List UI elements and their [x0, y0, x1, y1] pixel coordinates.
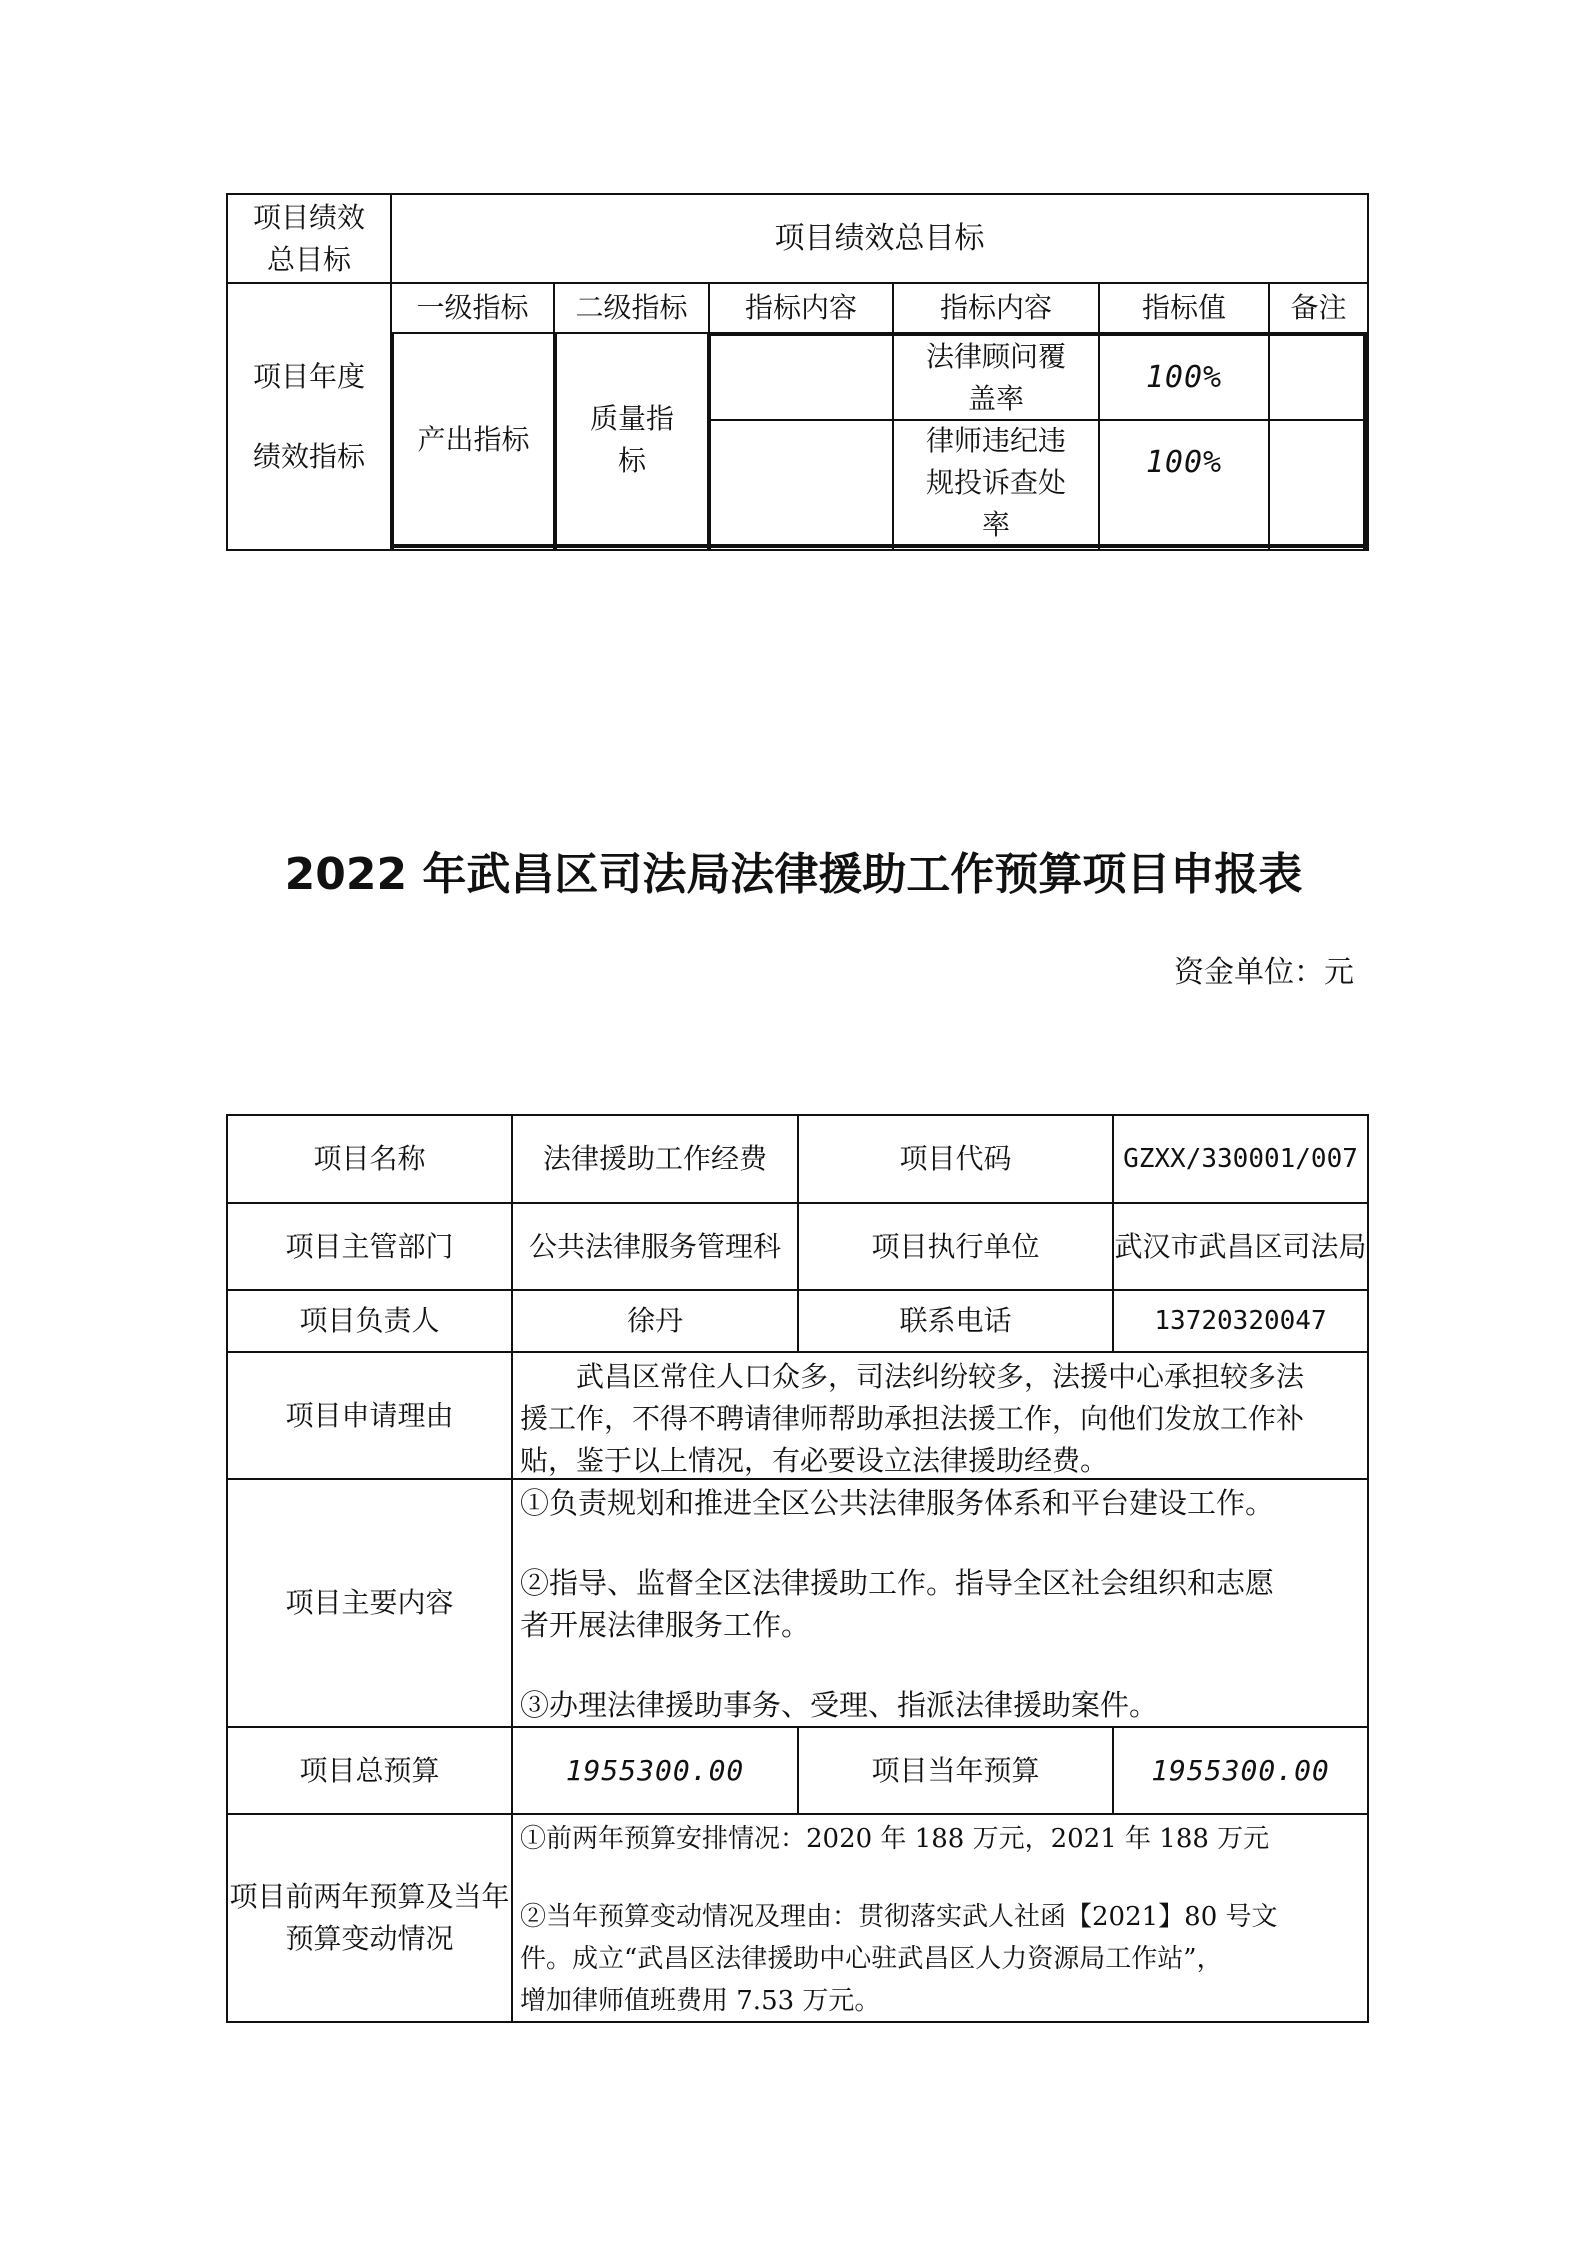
- reason-text: 武昌区常住人口众多，司法纠纷较多，法援中心承担较多法 援工作，不得不聘请律师帮助承担法援工作，向他们发放工作补 贴，鉴于以上情况，有必要设立法律援助经费。: [520, 1360, 1305, 1477]
- content-text: ①负责规划和推进全区公共法律服务体系和平台建设工作。 ②指导、监督全区法律援助工作。指导全区社会组织和志愿 者开展法律服务工作。 ③办理法律援助事务、受理、指派法律援助案件。: [520, 1486, 1275, 1722]
- goal-value: 项目绩效总目标: [774, 220, 985, 256]
- dept-value: 公共法律服务管理科: [528, 1229, 782, 1263]
- page-title: 2022 年武昌区司法局法律援助工作预算项目申报表: [284, 849, 1303, 900]
- indicator-coverage: 法律顾问覆 盖率: [925, 339, 1066, 415]
- level2-quality: 质量指 标: [589, 402, 674, 477]
- project-code: GZXX/330001/007: [1123, 1144, 1358, 1174]
- header-content-a: 指标内容: [744, 291, 857, 324]
- performance-table: [226, 193, 1369, 551]
- unit-label: 资金单位：元: [1174, 955, 1354, 990]
- header-value: 指标值: [1141, 291, 1226, 324]
- project-name: 法律援助工作经费: [542, 1142, 768, 1175]
- dept-label: 项目主管部门: [285, 1229, 454, 1263]
- change-label: 项目前两年预算及当年预算变动情况: [229, 1880, 510, 1955]
- level1-output: 产出指标: [417, 423, 530, 456]
- total-budget-value: 1955300.00: [565, 1753, 745, 1787]
- project-name-label: 项目名称: [313, 1142, 426, 1175]
- exec-value: 武汉市武昌区司法局: [1114, 1229, 1367, 1263]
- owner-value: 徐丹: [626, 1304, 683, 1337]
- content-label: 项目主要内容: [285, 1586, 454, 1619]
- header-level1: 一级指标: [416, 291, 529, 324]
- budget-form-table: [226, 1114, 1369, 2023]
- year-budget-value: 1955300.00: [1151, 1753, 1330, 1787]
- indicator-complaint: 律师违纪违 规投诉查处 率: [925, 423, 1066, 541]
- total-budget-label: 项目总预算: [299, 1753, 440, 1787]
- goal-label: 项目绩效 总目标: [252, 200, 365, 276]
- header-level2: 二级指标: [575, 291, 688, 324]
- phone-value: 13720320047: [1154, 1306, 1327, 1336]
- indicator-complaint-value: 100%: [1145, 444, 1223, 480]
- reason-label: 项目申请理由: [285, 1398, 454, 1432]
- phone-label: 联系电话: [899, 1304, 1012, 1337]
- exec-label: 项目执行单位: [871, 1229, 1040, 1263]
- annual-label: 项目年度 绩效指标: [252, 359, 365, 473]
- project-code-label: 项目代码: [899, 1142, 1012, 1175]
- header-content-b: 指标内容: [939, 291, 1052, 324]
- owner-label: 项目负责人: [299, 1304, 440, 1337]
- year-budget-label: 项目当年预算: [871, 1753, 1040, 1787]
- change-text: ①前两年预算安排情况：2020 年 188 万元，2021 年 188 万元 ②当年预算变动情况及理由：贯彻落实武人社函【2021】80 号文 件。成立“武昌区法律援助中心驻武昌区人力资源局工作站”， 增加律师值班费用 7.53 万元。: [520, 1824, 1278, 2016]
- header-remark: 备注: [1290, 291, 1347, 324]
- indicator-coverage-value: 100%: [1145, 359, 1223, 395]
